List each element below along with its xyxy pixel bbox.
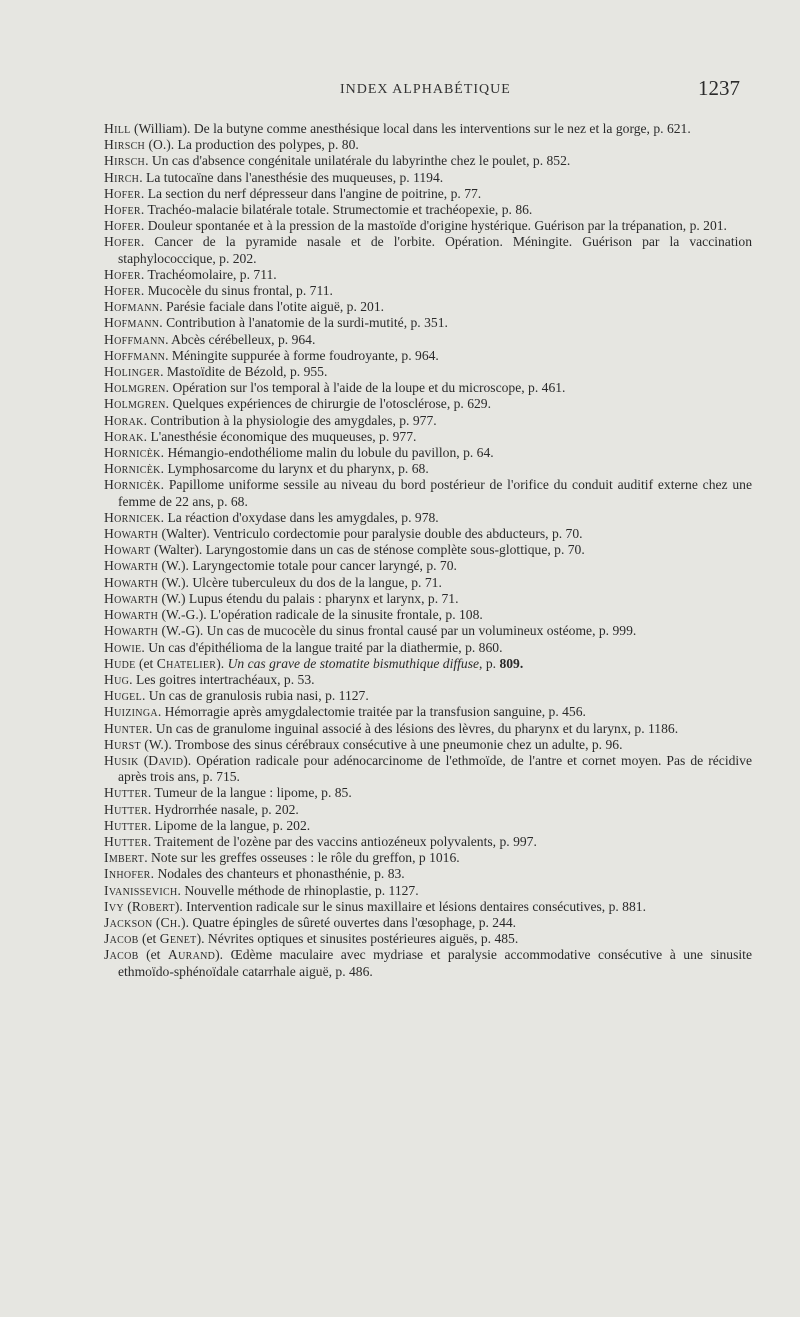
- index-entry: [104, 413, 752, 429]
- index-entry: [104, 477, 752, 509]
- entry-text: . Les goitres intertrachéaux, p. 53.: [129, 671, 315, 687]
- index-entry: [104, 834, 752, 850]
- entry-coauthor: Robert: [131, 898, 175, 914]
- entry-author: Holinger: [104, 364, 161, 380]
- entry-author: Jackson: [104, 914, 153, 930]
- index-entry: [104, 137, 752, 153]
- entry-author: Howarth: [104, 590, 159, 606]
- entry-text: . La réaction d'oxydase dans les amygdales, p. 978.: [160, 509, 439, 525]
- entry-text: . Traitement de l'ozène par des vaccins antiozéneux polyvalents, p. 997.: [147, 833, 537, 849]
- entry-text: (: [123, 898, 132, 914]
- entry-author: Hugel: [104, 688, 142, 704]
- entry-author: Holmgren: [104, 396, 166, 412]
- entry-text: (W.). Ulcère tuberculeux du dos de la langue, p. 71.: [158, 574, 442, 590]
- entry-text-after: ). Névrites optiques et sinusites postérieures aiguës, p. 485.: [196, 931, 519, 947]
- index-entry: [104, 445, 752, 461]
- entry-text: . Hémangio-endothéliome malin du lobule du pavillon, p. 64.: [160, 445, 494, 461]
- entry-author: Hofer: [104, 234, 141, 250]
- index-entry: [104, 704, 752, 720]
- index-entry: [104, 267, 752, 283]
- entry-author: Hug: [104, 671, 130, 687]
- index-entry: [104, 461, 752, 477]
- entry-text: (: [152, 914, 161, 930]
- entry-author: Holmgren: [104, 380, 166, 396]
- entry-text: . La tutocaïne dans l'anesthésie des muqueuses, p. 1194.: [139, 169, 444, 185]
- entry-text: (Walter). Ventriculo cordectomie pour paralysie double des abducteurs, p. 70.: [158, 526, 583, 542]
- index-entry: [104, 121, 752, 137]
- entry-author: Husik: [104, 752, 139, 768]
- entry-text: . Lipome de la langue, p. 202.: [147, 817, 311, 833]
- entry-author: Hutter: [104, 833, 148, 849]
- page-number: 1237: [698, 76, 740, 100]
- entry-author: Hoffmann: [104, 347, 166, 363]
- index-entry: [104, 364, 752, 380]
- entry-author: Hirch: [104, 169, 140, 185]
- entry-text: (et: [138, 931, 160, 947]
- index-entry: [104, 396, 752, 412]
- entry-author: Imbert: [104, 850, 145, 866]
- index-entry: [104, 931, 752, 947]
- entry-author: Hornicek: [104, 509, 161, 525]
- entry-author: Huizinga: [104, 704, 158, 720]
- entry-author: Howarth: [104, 526, 159, 542]
- index-entry: [104, 656, 752, 672]
- entry-text: . Nodales des chanteurs et phonasthénie, p. 83.: [150, 866, 405, 882]
- entry-author: Hoffmann: [104, 331, 166, 347]
- index-entry: [104, 202, 752, 218]
- running-head: INDEX ALPHABÉTIQUE: [340, 82, 511, 97]
- index-entry: [104, 640, 752, 656]
- index-entry: [104, 575, 752, 591]
- index-entry: [104, 283, 752, 299]
- entry-text-after: ). Opération radicale pour adénocarcinome de l'ethmoïde, de l'antre et cornet moyen. Pas de récidive après trois ans, p. 715.: [118, 752, 752, 785]
- entry-author: Hutter: [104, 785, 148, 801]
- entry-author: Hornicèk: [104, 461, 161, 477]
- index-entry: [104, 218, 752, 234]
- index-entry: [104, 332, 752, 348]
- entry-text: . Hydrorrhée nasale, p. 202.: [147, 801, 299, 817]
- entry-text: (William). De la butyne comme anesthésique local dans les interventions sur le nez et la gorge, p. 621.: [130, 121, 691, 136]
- entry-author: Hofmann: [104, 315, 160, 331]
- index-entry: [104, 915, 752, 931]
- entry-text: (W.). Trombose des sinus cérébraux consécutive à une pneumonie chez un adulte, p. 96.: [140, 736, 623, 752]
- entry-author: Hofer: [104, 266, 141, 282]
- index-entry: [104, 785, 752, 801]
- entry-page: 809.: [499, 655, 524, 671]
- entry-author: Hirsch: [104, 137, 146, 153]
- entry-author: Howarth: [104, 623, 159, 639]
- index-entry: [104, 542, 752, 558]
- index-entry: [104, 558, 752, 574]
- index-entry: [104, 380, 752, 396]
- index-entry: [104, 818, 752, 834]
- entry-text: . Mucocèle du sinus frontal, p. 711.: [140, 283, 333, 299]
- entry-author: Hurst: [104, 736, 141, 752]
- index-entry: [104, 721, 752, 737]
- index-entry: [104, 866, 752, 882]
- entry-author: Jacob: [104, 947, 139, 963]
- entry-text: . Trachéomolaire, p. 711.: [140, 266, 277, 282]
- entry-author: Ivy: [104, 898, 124, 914]
- index-entry: [104, 526, 752, 542]
- entry-text: (O.). La production des polypes, p. 80.: [145, 137, 359, 153]
- entry-text: (et: [138, 947, 168, 963]
- entry-text-after: ). Quatre épingles de sûreté ouvertes dans l'œsophage, p. 244.: [181, 914, 517, 930]
- index-entry: [104, 947, 752, 979]
- entry-text: . Note sur les greffes osseuses : le rôle du greffon, p 1016.: [144, 850, 460, 866]
- entry-text: . Papillome uniforme sessile au niveau du bord postérieur de l'orifice du conduit auditif externe chez une femme de 22 ans, p. 68.: [118, 477, 752, 509]
- entry-text: . Contribution à la physiologie des amygdales, p. 977.: [143, 412, 437, 428]
- entry-text: (et: [135, 655, 157, 671]
- entry-author: Hutter: [104, 817, 148, 833]
- entry-text: (W.) Lupus étendu du palais : pharynx et larynx, p. 71.: [158, 590, 459, 606]
- entry-coauthor: David: [148, 752, 184, 768]
- entry-text: . Un cas de granulome inguinal associé à des lésions des lèvres, du pharynx et du larynx, p. 1186.: [148, 720, 679, 736]
- entry-coauthor: Aurand: [167, 947, 216, 963]
- index-entry: [104, 591, 752, 607]
- entry-author: Jacob: [104, 931, 139, 947]
- index-entry: [104, 234, 752, 266]
- entry-text: . L'anesthésie économique des muqueuses, p. 977.: [143, 428, 417, 444]
- entry-author: Ivanissevich: [104, 882, 178, 898]
- entry-text: (: [138, 752, 149, 768]
- entry-text: (W.-G.). L'opération radicale de la sinusite frontale, p. 108.: [158, 607, 483, 623]
- entry-text: . Un cas d'absence congénitale unilatérale du labyrinthe chez le poulet, p. 852.: [145, 153, 571, 169]
- page-header: [0, 76, 800, 106]
- entry-text: (W.-G). Un cas de mucocèle du sinus frontal causé par un volumineux ostéome, p. 999.: [158, 623, 637, 639]
- entry-tail: , p.: [479, 655, 500, 671]
- index-entry: [104, 607, 752, 623]
- entry-text: . Quelques expériences de chirurgie de l'otosclérose, p. 629.: [165, 396, 491, 412]
- entry-text: . Abcès cérébelleux, p. 964.: [165, 331, 316, 347]
- index-entry: [104, 802, 752, 818]
- entry-author: Hofer: [104, 202, 141, 218]
- entry-author: Hofer: [104, 185, 141, 201]
- entry-author: Hunter: [104, 720, 149, 736]
- entry-author: Hornicèk: [104, 477, 161, 493]
- index-entry: [104, 170, 752, 186]
- entry-author: Hofer: [104, 218, 141, 234]
- index-entry: [104, 510, 752, 526]
- index-entry: [104, 186, 752, 202]
- index-entry: [104, 348, 752, 364]
- entry-text: . La section du nerf dépresseur dans l'angine de poitrine, p. 77.: [140, 185, 482, 201]
- index-entry: [104, 753, 752, 785]
- index-entry: [104, 737, 752, 753]
- entry-author: Howie: [104, 639, 142, 655]
- entry-text: . Douleur spontanée et à la pression de la mastoïde d'origine hystérique. Guérison par la trépanation, p. 201.: [140, 218, 727, 234]
- entry-text: . Hémorragie après amygdalectomie traitée par la transfusion sanguine, p. 456.: [157, 704, 586, 720]
- index-entries: [104, 121, 752, 980]
- index-entry: [104, 429, 752, 445]
- entry-text: . Un cas de granulosis rubia nasi, p. 1127.: [141, 688, 369, 704]
- entry-author: Howart: [104, 542, 151, 558]
- entry-author: Hornicèk: [104, 445, 161, 461]
- entry-text-after: ). Intervention radicale sur le sinus maxillaire et lésions dentaires consécutives, p. 881.: [174, 898, 646, 914]
- entry-text: . Contribution à l'anatomie de la surdi-mutité, p. 351.: [159, 315, 448, 331]
- entry-text: . Nouvelle méthode de rhinoplastie, p. 1127.: [177, 882, 419, 898]
- entry-text: . Lymphosarcome du larynx et du pharynx, p. 68.: [160, 461, 429, 477]
- entry-text: . Parésie faciale dans l'otite aiguë, p. 201.: [159, 299, 385, 315]
- entry-text: . Mastoïdite de Bézold, p. 955.: [160, 364, 328, 380]
- entry-coauthor: Genet: [159, 931, 197, 947]
- entry-author: Hude: [104, 655, 136, 671]
- entry-text: . Tumeur de la langue : lipome, p. 85.: [147, 785, 352, 801]
- entry-author: Inhofer: [104, 866, 151, 882]
- entry-author: Hofer: [104, 283, 141, 299]
- entry-text: (W.). Laryngectomie totale pour cancer laryngé, p. 70.: [158, 558, 457, 574]
- entry-text-after: ). Œdème maculaire avec mydriase et paralysie accommodative consécutive à une sinusite ethmoïdo-sphénoïdale catarrhale aiguë, p. 486.: [118, 947, 752, 979]
- index-entry: [104, 315, 752, 331]
- entry-text: . Un cas d'épithélioma de la langue traité par la diathermie, p. 860.: [141, 639, 503, 655]
- entry-text: (Walter). Laryngostomie dans un cas de sténose complète sous-glottique, p. 70.: [150, 542, 585, 558]
- entry-author: Hirsch: [104, 153, 146, 169]
- entry-text: . Trachéo-malacie bilatérale totale. Strumectomie et trachéopexie, p. 86.: [140, 202, 533, 218]
- entry-text-after: ).: [216, 655, 228, 671]
- index-entry: [104, 153, 752, 169]
- entry-author: Hutter: [104, 801, 148, 817]
- index-entry: [104, 850, 752, 866]
- entry-text: . Cancer de la pyramide nasale et de l'orbite. Opération. Méningite. Guérison par la vaccination staphylococcique, p. 202.: [118, 234, 752, 266]
- entry-author: Hill: [104, 121, 131, 136]
- entry-author: Howarth: [104, 558, 159, 574]
- entry-coauthor: Ch.: [160, 914, 182, 930]
- entry-author: Howarth: [104, 574, 159, 590]
- entry-author: Hofmann: [104, 299, 160, 315]
- entry-coauthor: Chatelier: [156, 655, 217, 671]
- index-entry: [104, 299, 752, 315]
- index-entry: [104, 672, 752, 688]
- entry-author: Howarth: [104, 607, 159, 623]
- entry-title: Un cas grave de stomatite bismuthique diffuse: [227, 655, 480, 671]
- entry-text: . Méningite suppurée à forme foudroyante, p. 964.: [165, 347, 439, 363]
- index-entry: [104, 899, 752, 915]
- index-entry: [104, 623, 752, 639]
- entry-author: Horak: [104, 428, 144, 444]
- entry-text: . Opération sur l'os temporal à l'aide de la loupe et du microscope, p. 461.: [165, 380, 566, 396]
- index-entry: [104, 688, 752, 704]
- entry-author: Horak: [104, 412, 144, 428]
- index-entry: [104, 883, 752, 899]
